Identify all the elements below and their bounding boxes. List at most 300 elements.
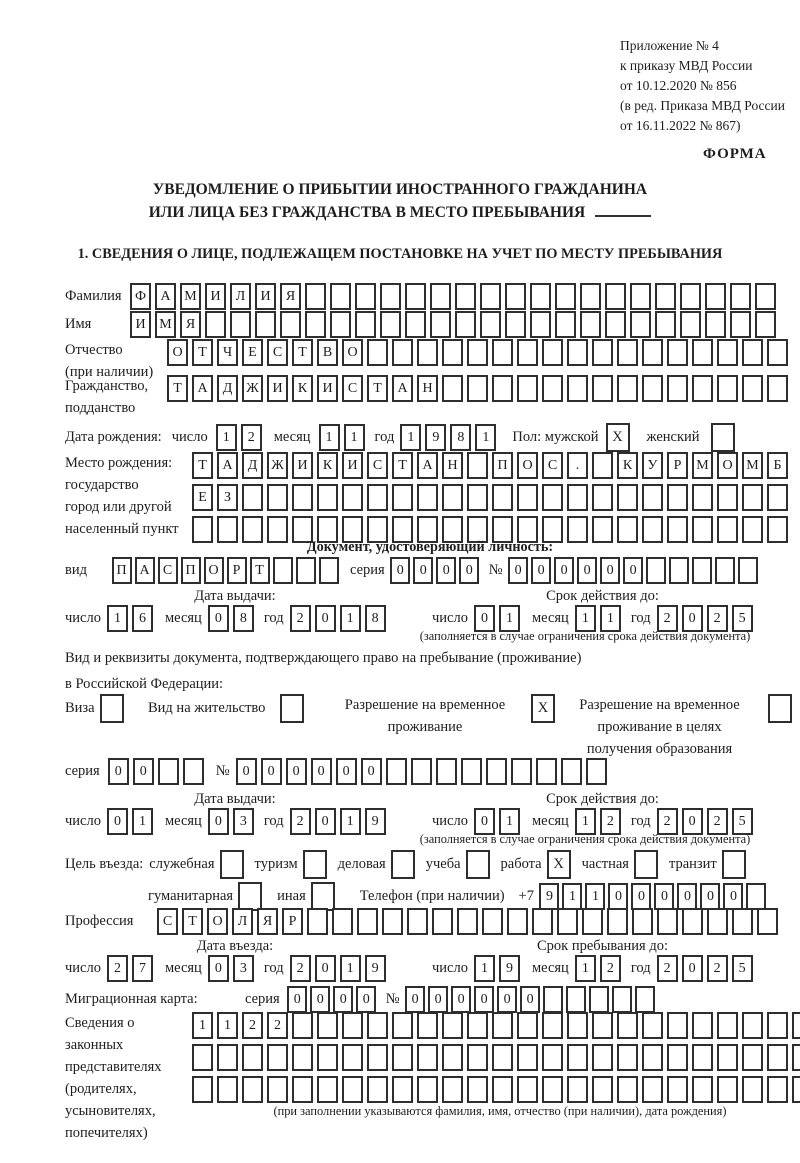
char-cell[interactable] <box>635 986 655 1013</box>
char-cell[interactable] <box>755 311 776 338</box>
checkbox-cell[interactable]: X <box>547 850 571 879</box>
char-cell[interactable] <box>617 1044 638 1071</box>
char-cell[interactable] <box>692 1012 713 1039</box>
char-cell[interactable] <box>567 1012 588 1039</box>
char-cell[interactable] <box>767 484 788 511</box>
char-cell[interactable]: У <box>642 452 663 479</box>
char-cell[interactable]: 0 <box>208 605 229 632</box>
char-cell[interactable]: О <box>204 557 224 584</box>
char-cell[interactable]: 2 <box>707 808 728 835</box>
char-cell[interactable] <box>367 484 388 511</box>
char-cell[interactable] <box>517 339 538 366</box>
char-cell[interactable] <box>530 311 551 338</box>
char-cell[interactable] <box>542 1076 563 1103</box>
char-cell[interactable] <box>742 1044 763 1071</box>
char-cell[interactable]: С <box>367 452 388 479</box>
char-cell[interactable]: П <box>492 452 513 479</box>
char-cell[interactable]: 2 <box>107 955 128 982</box>
char-cell[interactable] <box>455 283 476 310</box>
char-cell[interactable] <box>642 1044 663 1071</box>
char-cell[interactable] <box>582 908 603 935</box>
char-cell[interactable]: М <box>180 283 201 310</box>
char-cell[interactable] <box>730 311 751 338</box>
char-cell[interactable] <box>292 1044 313 1071</box>
char-cell[interactable] <box>592 1044 613 1071</box>
char-cell[interactable]: 2 <box>290 605 311 632</box>
char-cell[interactable] <box>467 484 488 511</box>
char-cell[interactable] <box>567 1044 588 1071</box>
char-cell[interactable] <box>717 1076 738 1103</box>
char-cell[interactable] <box>580 283 601 310</box>
char-cell[interactable] <box>742 1076 763 1103</box>
char-cell[interactable] <box>442 1012 463 1039</box>
char-cell[interactable]: Л <box>230 283 251 310</box>
char-cell[interactable] <box>592 452 613 479</box>
char-cell[interactable]: Я <box>257 908 278 935</box>
char-cell[interactable] <box>192 1044 213 1071</box>
char-cell[interactable] <box>230 311 251 338</box>
char-cell[interactable]: Д <box>217 375 238 402</box>
char-cell[interactable] <box>407 908 428 935</box>
char-cell[interactable] <box>367 1012 388 1039</box>
char-cell[interactable] <box>517 1076 538 1103</box>
char-cell[interactable]: Т <box>367 375 388 402</box>
char-cell[interactable]: 1 <box>562 883 582 910</box>
char-cell[interactable] <box>592 1012 613 1039</box>
char-cell[interactable]: 9 <box>365 808 386 835</box>
char-cell[interactable]: 0 <box>682 808 703 835</box>
char-cell[interactable] <box>738 557 758 584</box>
char-cell[interactable]: 2 <box>707 605 728 632</box>
char-cell[interactable]: 0 <box>623 557 643 584</box>
char-cell[interactable] <box>430 283 451 310</box>
char-cell[interactable] <box>480 311 501 338</box>
checkbox-cell[interactable] <box>280 694 304 723</box>
char-cell[interactable]: 2 <box>290 808 311 835</box>
char-cell[interactable] <box>692 339 713 366</box>
char-cell[interactable]: Т <box>250 557 270 584</box>
char-cell[interactable] <box>669 557 689 584</box>
char-cell[interactable] <box>205 311 226 338</box>
char-cell[interactable] <box>667 484 688 511</box>
char-cell[interactable] <box>217 1076 238 1103</box>
char-cell[interactable] <box>330 311 351 338</box>
char-cell[interactable] <box>543 986 563 1013</box>
char-cell[interactable] <box>380 311 401 338</box>
char-cell[interactable]: 1 <box>107 605 128 632</box>
char-cell[interactable] <box>492 375 513 402</box>
char-cell[interactable]: Н <box>442 452 463 479</box>
char-cell[interactable] <box>492 339 513 366</box>
char-cell[interactable] <box>480 283 501 310</box>
char-cell[interactable]: 5 <box>732 808 753 835</box>
char-cell[interactable]: 0 <box>436 557 456 584</box>
char-cell[interactable]: 0 <box>311 758 332 785</box>
char-cell[interactable]: В <box>317 339 338 366</box>
char-cell[interactable] <box>467 452 488 479</box>
char-cell[interactable]: 0 <box>577 557 597 584</box>
char-cell[interactable] <box>405 283 426 310</box>
char-cell[interactable]: 8 <box>450 424 471 451</box>
char-cell[interactable]: 0 <box>107 808 128 835</box>
char-cell[interactable]: 0 <box>554 557 574 584</box>
char-cell[interactable] <box>342 1076 363 1103</box>
char-cell[interactable] <box>757 908 778 935</box>
char-cell[interactable] <box>667 1076 688 1103</box>
char-cell[interactable]: К <box>617 452 638 479</box>
char-cell[interactable] <box>607 908 628 935</box>
char-cell[interactable]: Т <box>192 339 213 366</box>
checkbox-cell[interactable]: X <box>531 694 555 723</box>
char-cell[interactable] <box>432 908 453 935</box>
char-cell[interactable] <box>267 484 288 511</box>
char-cell[interactable] <box>655 311 676 338</box>
char-cell[interactable]: 0 <box>356 986 376 1013</box>
char-cell[interactable] <box>692 557 712 584</box>
char-cell[interactable] <box>767 339 788 366</box>
char-cell[interactable] <box>292 484 313 511</box>
checkbox-cell[interactable] <box>311 882 335 911</box>
checkbox-cell[interactable] <box>238 882 262 911</box>
char-cell[interactable] <box>319 557 339 584</box>
char-cell[interactable] <box>567 1076 588 1103</box>
char-cell[interactable] <box>342 1012 363 1039</box>
char-cell[interactable] <box>717 339 738 366</box>
char-cell[interactable]: З <box>217 484 238 511</box>
char-cell[interactable] <box>192 1076 213 1103</box>
char-cell[interactable]: Р <box>227 557 247 584</box>
char-cell[interactable] <box>630 311 651 338</box>
char-cell[interactable] <box>542 484 563 511</box>
char-cell[interactable] <box>632 908 653 935</box>
char-cell[interactable]: Н <box>417 375 438 402</box>
char-cell[interactable]: 0 <box>474 986 494 1013</box>
char-cell[interactable]: 2 <box>242 1012 263 1039</box>
char-cell[interactable]: Т <box>392 452 413 479</box>
char-cell[interactable]: 2 <box>241 424 262 451</box>
char-cell[interactable]: 1 <box>499 808 520 835</box>
char-cell[interactable]: 0 <box>608 883 628 910</box>
char-cell[interactable]: 0 <box>287 986 307 1013</box>
char-cell[interactable]: Я <box>180 311 201 338</box>
char-cell[interactable] <box>367 1044 388 1071</box>
char-cell[interactable]: 2 <box>657 808 678 835</box>
char-cell[interactable] <box>530 283 551 310</box>
char-cell[interactable] <box>542 1012 563 1039</box>
char-cell[interactable] <box>792 1044 800 1071</box>
char-cell[interactable] <box>667 1044 688 1071</box>
char-cell[interactable] <box>617 1012 638 1039</box>
char-cell[interactable]: 0 <box>723 883 743 910</box>
char-cell[interactable] <box>267 1044 288 1071</box>
char-cell[interactable] <box>655 283 676 310</box>
char-cell[interactable] <box>532 908 553 935</box>
char-cell[interactable]: 0 <box>333 986 353 1013</box>
char-cell[interactable] <box>273 557 293 584</box>
char-cell[interactable] <box>405 311 426 338</box>
char-cell[interactable]: 0 <box>413 557 433 584</box>
char-cell[interactable]: 0 <box>459 557 479 584</box>
char-cell[interactable] <box>707 908 728 935</box>
char-cell[interactable]: 0 <box>600 557 620 584</box>
char-cell[interactable]: И <box>317 375 338 402</box>
char-cell[interactable] <box>457 908 478 935</box>
char-cell[interactable]: 0 <box>474 808 495 835</box>
char-cell[interactable]: . <box>567 452 588 479</box>
char-cell[interactable] <box>392 1012 413 1039</box>
char-cell[interactable] <box>317 1012 338 1039</box>
char-cell[interactable]: 0 <box>315 955 336 982</box>
char-cell[interactable]: И <box>292 452 313 479</box>
char-cell[interactable]: 1 <box>600 605 621 632</box>
char-cell[interactable] <box>536 758 557 785</box>
char-cell[interactable]: 1 <box>340 955 361 982</box>
char-cell[interactable] <box>517 1012 538 1039</box>
char-cell[interactable] <box>717 1044 738 1071</box>
char-cell[interactable] <box>482 908 503 935</box>
char-cell[interactable] <box>183 758 204 785</box>
char-cell[interactable]: 0 <box>700 883 720 910</box>
char-cell[interactable] <box>357 908 378 935</box>
char-cell[interactable] <box>382 908 403 935</box>
char-cell[interactable] <box>592 1076 613 1103</box>
char-cell[interactable] <box>332 908 353 935</box>
char-cell[interactable]: М <box>742 452 763 479</box>
char-cell[interactable]: И <box>267 375 288 402</box>
char-cell[interactable]: Т <box>167 375 188 402</box>
char-cell[interactable]: 0 <box>261 758 282 785</box>
checkbox-cell[interactable]: X <box>606 423 630 452</box>
char-cell[interactable]: 0 <box>654 883 674 910</box>
char-cell[interactable] <box>317 1076 338 1103</box>
char-cell[interactable] <box>492 484 513 511</box>
char-cell[interactable]: 2 <box>657 955 678 982</box>
char-cell[interactable] <box>717 484 738 511</box>
char-cell[interactable] <box>442 1076 463 1103</box>
char-cell[interactable] <box>417 484 438 511</box>
char-cell[interactable] <box>717 375 738 402</box>
char-cell[interactable] <box>317 1044 338 1071</box>
char-cell[interactable]: К <box>317 452 338 479</box>
char-cell[interactable] <box>367 1076 388 1103</box>
char-cell[interactable]: С <box>267 339 288 366</box>
char-cell[interactable] <box>467 339 488 366</box>
char-cell[interactable]: И <box>255 283 276 310</box>
char-cell[interactable] <box>705 311 726 338</box>
char-cell[interactable]: 0 <box>236 758 257 785</box>
char-cell[interactable] <box>605 283 626 310</box>
char-cell[interactable] <box>767 375 788 402</box>
char-cell[interactable] <box>442 484 463 511</box>
char-cell[interactable] <box>682 908 703 935</box>
char-cell[interactable]: 1 <box>575 955 596 982</box>
char-cell[interactable]: П <box>112 557 132 584</box>
char-cell[interactable] <box>657 908 678 935</box>
char-cell[interactable]: 2 <box>600 955 621 982</box>
char-cell[interactable] <box>292 1012 313 1039</box>
char-cell[interactable] <box>557 908 578 935</box>
char-cell[interactable] <box>692 484 713 511</box>
char-cell[interactable]: 0 <box>531 557 551 584</box>
char-cell[interactable]: 1 <box>575 605 596 632</box>
char-cell[interactable] <box>705 283 726 310</box>
char-cell[interactable]: 0 <box>405 986 425 1013</box>
char-cell[interactable] <box>561 758 582 785</box>
char-cell[interactable] <box>642 339 663 366</box>
char-cell[interactable]: Е <box>242 339 263 366</box>
char-cell[interactable]: Д <box>242 452 263 479</box>
char-cell[interactable]: 1 <box>217 1012 238 1039</box>
char-cell[interactable] <box>617 375 638 402</box>
char-cell[interactable]: 0 <box>451 986 471 1013</box>
char-cell[interactable]: 9 <box>365 955 386 982</box>
char-cell[interactable]: 1 <box>499 605 520 632</box>
char-cell[interactable] <box>217 1044 238 1071</box>
char-cell[interactable]: 3 <box>233 808 254 835</box>
char-cell[interactable]: 1 <box>216 424 237 451</box>
char-cell[interactable]: 1 <box>344 424 365 451</box>
checkbox-cell[interactable] <box>711 423 735 452</box>
char-cell[interactable] <box>612 986 632 1013</box>
char-cell[interactable] <box>392 484 413 511</box>
char-cell[interactable] <box>742 375 763 402</box>
char-cell[interactable]: О <box>207 908 228 935</box>
char-cell[interactable] <box>392 1076 413 1103</box>
char-cell[interactable] <box>392 1044 413 1071</box>
char-cell[interactable]: Р <box>667 452 688 479</box>
char-cell[interactable]: И <box>342 452 363 479</box>
char-cell[interactable]: М <box>155 311 176 338</box>
char-cell[interactable]: 0 <box>336 758 357 785</box>
char-cell[interactable]: Я <box>280 283 301 310</box>
char-cell[interactable]: 0 <box>520 986 540 1013</box>
checkbox-cell[interactable] <box>466 850 490 879</box>
char-cell[interactable] <box>642 1076 663 1103</box>
char-cell[interactable]: 1 <box>475 424 496 451</box>
char-cell[interactable]: 0 <box>497 986 517 1013</box>
char-cell[interactable]: 1 <box>132 808 153 835</box>
char-cell[interactable]: А <box>392 375 413 402</box>
char-cell[interactable]: И <box>130 311 151 338</box>
char-cell[interactable]: Ч <box>217 339 238 366</box>
char-cell[interactable]: 0 <box>474 605 495 632</box>
char-cell[interactable] <box>292 1076 313 1103</box>
char-cell[interactable]: 0 <box>310 986 330 1013</box>
char-cell[interactable] <box>417 339 438 366</box>
char-cell[interactable] <box>417 1044 438 1071</box>
char-cell[interactable] <box>630 283 651 310</box>
char-cell[interactable] <box>342 1044 363 1071</box>
char-cell[interactable] <box>355 283 376 310</box>
char-cell[interactable]: 0 <box>508 557 528 584</box>
checkbox-cell[interactable] <box>220 850 244 879</box>
char-cell[interactable]: 1 <box>585 883 605 910</box>
char-cell[interactable] <box>486 758 507 785</box>
char-cell[interactable] <box>692 375 713 402</box>
char-cell[interactable] <box>417 1012 438 1039</box>
char-cell[interactable] <box>467 1012 488 1039</box>
char-cell[interactable]: С <box>342 375 363 402</box>
char-cell[interactable] <box>367 339 388 366</box>
char-cell[interactable] <box>542 375 563 402</box>
char-cell[interactable] <box>505 283 526 310</box>
char-cell[interactable] <box>667 375 688 402</box>
char-cell[interactable] <box>492 1012 513 1039</box>
char-cell[interactable] <box>492 1076 513 1103</box>
char-cell[interactable] <box>355 311 376 338</box>
char-cell[interactable] <box>567 339 588 366</box>
char-cell[interactable]: С <box>157 908 178 935</box>
char-cell[interactable]: 0 <box>108 758 129 785</box>
char-cell[interactable]: 2 <box>600 808 621 835</box>
char-cell[interactable] <box>642 375 663 402</box>
char-cell[interactable]: 8 <box>365 605 386 632</box>
char-cell[interactable] <box>742 339 763 366</box>
char-cell[interactable]: Т <box>192 452 213 479</box>
char-cell[interactable] <box>442 339 463 366</box>
char-cell[interactable]: 5 <box>732 955 753 982</box>
char-cell[interactable]: А <box>155 283 176 310</box>
char-cell[interactable] <box>566 986 586 1013</box>
checkbox-cell[interactable] <box>100 694 124 723</box>
char-cell[interactable] <box>267 1076 288 1103</box>
char-cell[interactable]: 2 <box>707 955 728 982</box>
char-cell[interactable]: Л <box>232 908 253 935</box>
char-cell[interactable] <box>380 283 401 310</box>
char-cell[interactable] <box>667 1012 688 1039</box>
char-cell[interactable]: 0 <box>677 883 697 910</box>
char-cell[interactable] <box>467 375 488 402</box>
char-cell[interactable]: А <box>192 375 213 402</box>
char-cell[interactable] <box>730 283 751 310</box>
char-cell[interactable]: Т <box>182 908 203 935</box>
char-cell[interactable] <box>507 908 528 935</box>
char-cell[interactable]: 1 <box>340 605 361 632</box>
char-cell[interactable]: 0 <box>631 883 651 910</box>
char-cell[interactable]: Ж <box>267 452 288 479</box>
char-cell[interactable]: 2 <box>290 955 311 982</box>
char-cell[interactable] <box>411 758 432 785</box>
char-cell[interactable] <box>592 484 613 511</box>
char-cell[interactable] <box>158 758 179 785</box>
char-cell[interactable]: 0 <box>286 758 307 785</box>
char-cell[interactable] <box>305 311 326 338</box>
char-cell[interactable] <box>307 908 328 935</box>
char-cell[interactable]: С <box>158 557 178 584</box>
char-cell[interactable] <box>746 883 766 910</box>
char-cell[interactable]: 0 <box>315 808 336 835</box>
char-cell[interactable] <box>580 311 601 338</box>
char-cell[interactable]: А <box>135 557 155 584</box>
char-cell[interactable] <box>242 1076 263 1103</box>
char-cell[interactable]: 1 <box>340 808 361 835</box>
char-cell[interactable] <box>492 1044 513 1071</box>
char-cell[interactable] <box>342 484 363 511</box>
char-cell[interactable]: О <box>717 452 738 479</box>
char-cell[interactable] <box>296 557 316 584</box>
char-cell[interactable]: И <box>205 283 226 310</box>
char-cell[interactable]: 0 <box>315 605 336 632</box>
char-cell[interactable] <box>255 311 276 338</box>
char-cell[interactable]: 8 <box>233 605 254 632</box>
char-cell[interactable]: 2 <box>657 605 678 632</box>
char-cell[interactable] <box>567 484 588 511</box>
char-cell[interactable] <box>617 339 638 366</box>
char-cell[interactable]: А <box>417 452 438 479</box>
char-cell[interactable] <box>792 1076 800 1103</box>
checkbox-cell[interactable] <box>391 850 415 879</box>
char-cell[interactable]: 0 <box>133 758 154 785</box>
